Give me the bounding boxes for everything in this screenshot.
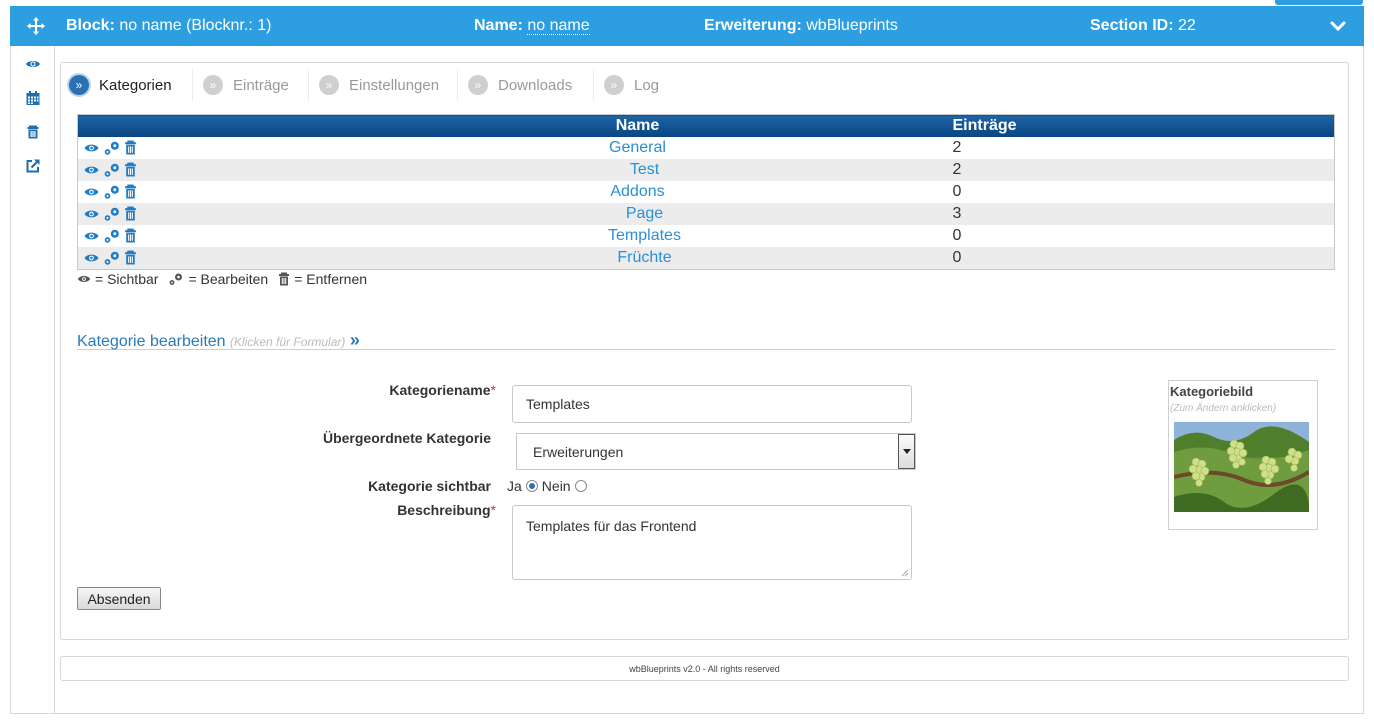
gears-icon[interactable] — [103, 140, 121, 156]
trash-icon — [278, 272, 290, 286]
row-entries: 0 — [843, 225, 1335, 247]
description-value: Templates für das Frontend — [526, 518, 697, 534]
trash-icon[interactable] — [124, 140, 137, 155]
block-info — [66, 17, 271, 35]
visible-no-label: Nein — [541, 478, 571, 494]
row-actions — [78, 181, 433, 203]
tab-label: Kategorien — [99, 76, 172, 94]
move-icon[interactable] — [26, 16, 46, 36]
row-name-cell — [433, 137, 843, 159]
block-header — [10, 6, 1364, 46]
gears-icon[interactable] — [103, 162, 121, 178]
trash-icon[interactable] — [124, 162, 137, 177]
category-name-link[interactable]: Früchte — [617, 248, 672, 266]
row-name-cell — [433, 203, 843, 225]
visible-yes-radio[interactable] — [526, 480, 538, 492]
tab-downloads[interactable] — [468, 67, 572, 103]
row-actions — [78, 225, 433, 247]
category-image[interactable] — [1174, 422, 1309, 512]
category-table — [77, 114, 1335, 270]
table-row — [78, 181, 1335, 203]
tab-divider — [457, 69, 458, 101]
parent-category-value: Erweiterungen — [533, 443, 624, 460]
row-actions — [78, 159, 433, 181]
table-row — [78, 203, 1335, 225]
block-label: Block: — [66, 17, 115, 34]
category-name-label: Kategoriename* — [389, 382, 496, 398]
row-name-cell — [433, 247, 843, 270]
name-value[interactable]: no name — [527, 17, 590, 34]
section-info — [1090, 17, 1196, 35]
select-arrow[interactable] — [898, 434, 915, 469]
legend-edit: = Bearbeiten — [188, 271, 269, 287]
raquo-icon: » — [468, 75, 488, 95]
trash-icon[interactable] — [124, 184, 137, 199]
gears-icon[interactable] — [103, 228, 121, 244]
trash-icon[interactable] — [124, 228, 137, 243]
eye-icon[interactable] — [25, 56, 41, 72]
name-label: Name: — [474, 17, 523, 34]
icon-legend — [77, 271, 367, 287]
eye-icon[interactable] — [83, 186, 100, 198]
category-name-value: Templates — [526, 396, 590, 412]
eye-icon[interactable] — [83, 164, 100, 176]
extension-value: wbBlueprints — [806, 17, 898, 34]
required-mark: * — [490, 382, 496, 398]
gears-icon[interactable] — [103, 206, 121, 222]
calendar-icon[interactable] — [25, 90, 41, 106]
row-entries: 2 — [843, 159, 1335, 181]
category-visible-label: Kategorie sichtbar — [368, 478, 491, 494]
grapes-image — [1174, 422, 1309, 512]
caret-down-icon — [903, 449, 911, 454]
eye-icon[interactable] — [83, 252, 100, 264]
parent-category-select[interactable] — [516, 433, 916, 470]
name-header: Name — [433, 115, 843, 137]
row-actions — [78, 247, 433, 270]
tab-eintraege[interactable] — [203, 67, 289, 103]
gears-icon — [168, 272, 184, 286]
tab-divider — [308, 69, 309, 101]
edit-section-title[interactable] — [77, 330, 1335, 350]
footer — [60, 656, 1349, 681]
block-value: no name (Blocknr.: 1) — [119, 17, 272, 34]
row-entries: 0 — [843, 181, 1335, 203]
tab-divider — [192, 69, 193, 101]
visible-yes-label: Ja — [507, 478, 522, 494]
tab-log[interactable] — [604, 67, 659, 103]
category-panel — [60, 62, 1349, 640]
legend-visible: = Sichtbar — [95, 271, 159, 287]
row-name-cell — [433, 181, 843, 203]
tab-label: Downloads — [498, 76, 573, 94]
trash-icon[interactable] — [124, 250, 137, 265]
tab-label: Einträge — [233, 76, 289, 94]
actions-header — [78, 115, 433, 137]
eye-icon — [77, 273, 91, 285]
table-row — [78, 247, 1335, 270]
eye-icon[interactable] — [83, 142, 100, 154]
tab-label: Einstellungen — [349, 76, 440, 94]
row-name-cell — [433, 225, 843, 247]
tab-label: Log — [634, 76, 660, 94]
legend-remove: = Entfernen — [294, 271, 368, 287]
section-hint: (Klicken für Formular) — [230, 335, 346, 349]
section-value: 22 — [1178, 17, 1196, 34]
category-image-hint: (Zum Ändern anklicken) — [1170, 403, 1277, 414]
trash-icon[interactable] — [25, 124, 41, 140]
raquo-icon: » — [319, 75, 339, 95]
gears-icon[interactable] — [103, 250, 121, 266]
table-row — [78, 159, 1335, 181]
table-row — [78, 225, 1335, 247]
block-sidebar — [11, 46, 55, 713]
extension-info — [704, 17, 898, 35]
table-header-row — [78, 115, 1335, 137]
eye-icon[interactable] — [83, 208, 100, 220]
category-name-link[interactable]: Test — [629, 160, 660, 178]
row-entries: 2 — [843, 137, 1335, 159]
category-name-link[interactable]: Page — [625, 204, 664, 222]
footer-text: wbBlueprints v2.0 - All rights reserved — [629, 663, 780, 674]
category-name-link[interactable]: Templates — [608, 226, 681, 244]
extension-label: Erweiterung: — [704, 17, 802, 34]
entries-header: Einträge — [843, 115, 1335, 137]
category-image-box — [1168, 380, 1318, 530]
gears-icon[interactable] — [103, 184, 121, 200]
row-actions — [78, 137, 433, 159]
row-entries: 0 — [843, 247, 1335, 270]
eye-icon[interactable] — [83, 230, 100, 242]
tab-divider — [593, 69, 594, 101]
required-mark: * — [490, 502, 496, 518]
trash-icon[interactable] — [124, 206, 137, 221]
raquo-icon: » — [69, 75, 89, 95]
category-image-title: Kategoriebild — [1170, 384, 1254, 399]
resize-grip-icon[interactable] — [901, 569, 909, 577]
external-link-icon[interactable] — [25, 158, 41, 174]
row-entries: 3 — [843, 203, 1335, 225]
parent-category-label: Übergeordnete Kategorie — [322, 430, 491, 446]
name-info — [474, 17, 590, 35]
chevron-down-icon[interactable] — [1330, 20, 1346, 32]
table-row — [78, 137, 1335, 159]
submit-button[interactable]: Absenden — [77, 587, 161, 610]
category-name-link[interactable]: Addons — [610, 182, 665, 200]
raquo-icon: » — [604, 75, 624, 95]
top-tab-stub[interactable] — [1275, 0, 1363, 5]
visible-radio-group — [507, 478, 587, 494]
expand-arrow-icon[interactable]: » — [349, 330, 360, 350]
section-label: Section ID: — [1090, 17, 1174, 34]
visible-no-radio[interactable] — [575, 480, 587, 492]
description-textarea[interactable] — [512, 505, 912, 580]
tab-kategorien[interactable] — [69, 67, 172, 103]
category-name-link[interactable]: General — [609, 138, 666, 156]
row-actions — [78, 203, 433, 225]
tab-einstellungen[interactable] — [319, 67, 439, 103]
raquo-icon: » — [203, 75, 223, 95]
row-name-cell — [433, 159, 843, 181]
category-name-input[interactable] — [512, 385, 912, 423]
description-label: Beschreibung* — [397, 502, 496, 518]
section-title-text: Kategorie bearbeiten — [77, 333, 226, 350]
